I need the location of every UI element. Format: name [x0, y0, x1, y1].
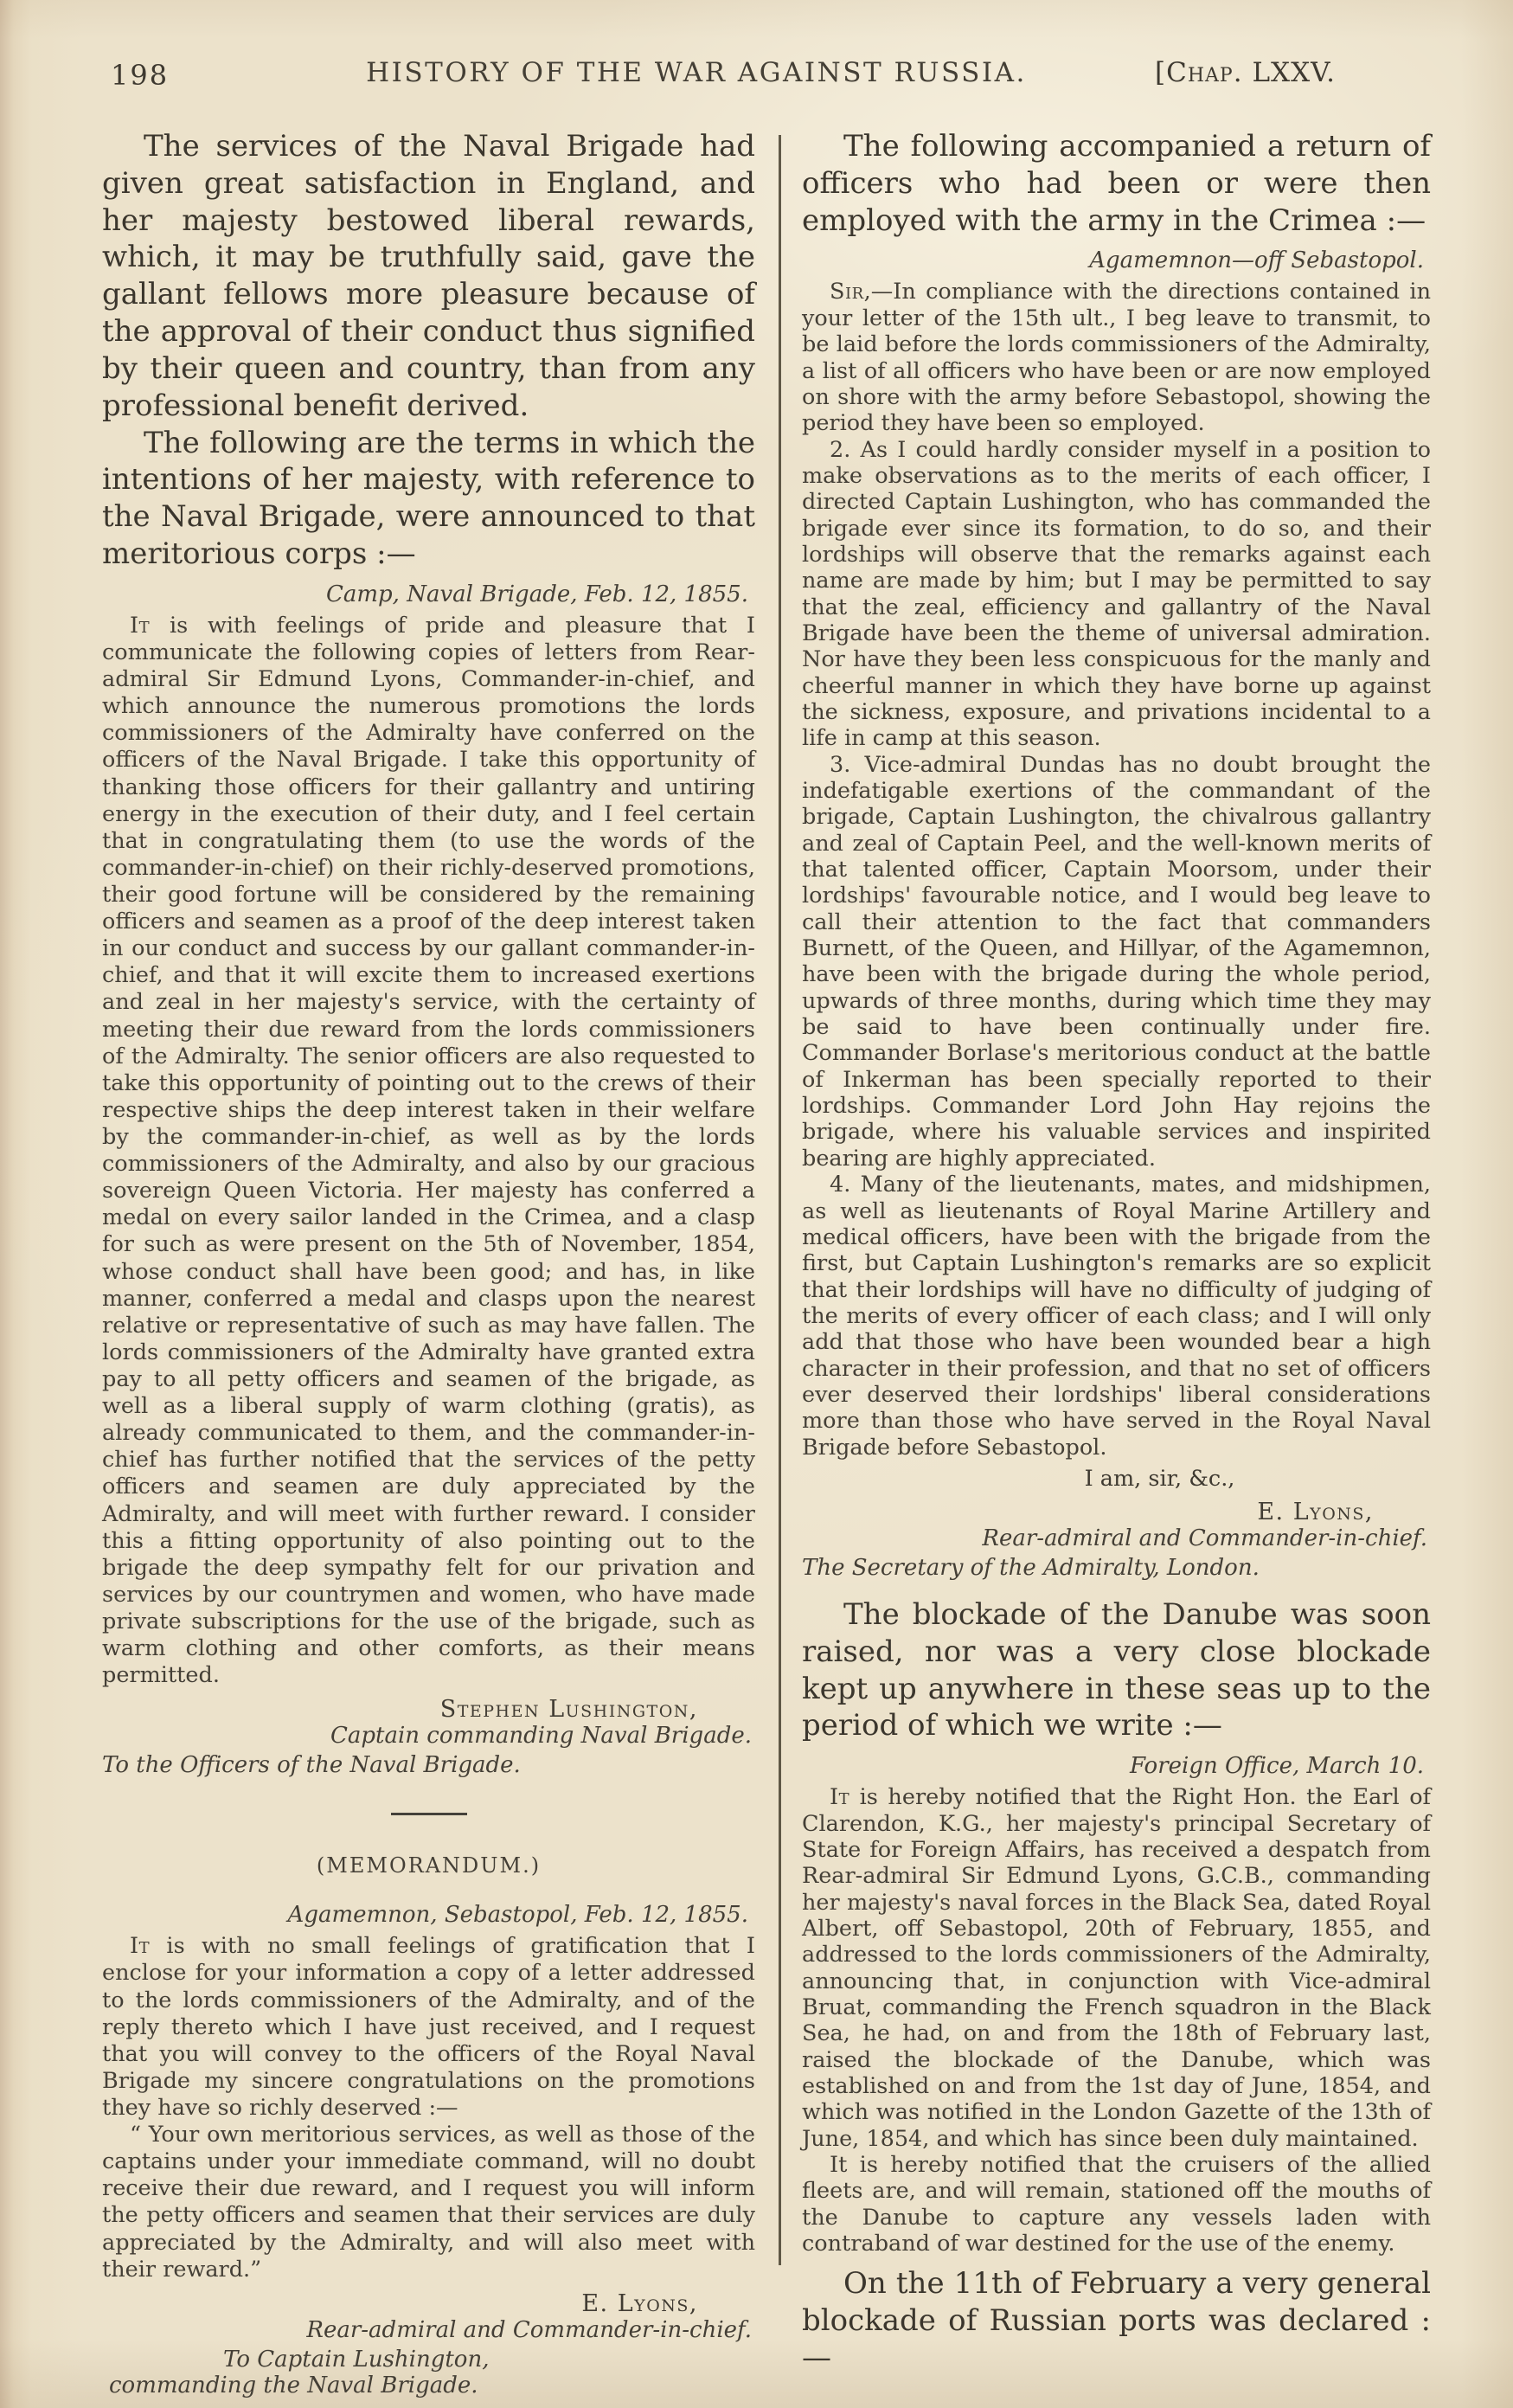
- paragraph-blockade-declared: On the 11th of February a very general blockade of Russian ports was declared :—: [802, 2266, 1431, 2376]
- section-divider-rule: [391, 1813, 467, 1815]
- notice-paragraph-2: It is hereby notified that the cruisers of the allied fleets are, and will remain, stationed off the mouths of the Danube to capture any vessels laden with contraband of war destined for the use of the enemy.: [802, 2152, 1431, 2257]
- paragraph-blockade-danube: The blockade of the Danube was soon raised, nor was a very close blockade kept up anywhere in these seas up to the period of which we write :—: [802, 1596, 1431, 1743]
- running-title: HISTORY OF THE WAR AGAINST RUSSIA.: [366, 57, 1027, 88]
- letter-officers-signature-role: Rear-admiral and Commander-in-chief.: [982, 1525, 1427, 1551]
- column-divider-rule: [779, 135, 781, 2265]
- memorandum-quote: “ Your own meritorious services, as well as those of the captains under your immediate command, will no doubt receive their due reward, and I request you will inform the petty officers and seamen that their services are duly appreciated by the Admiralty, and will also meet with their reward.”: [102, 2122, 755, 2283]
- letter-camp-signature: Stephen Lushington,: [439, 1696, 698, 1724]
- letter-officers-dateline: Agamemnon—off Sebastopol.: [1089, 247, 1424, 274]
- left-column: [102, 128, 755, 2398]
- notice-lead-word: It: [830, 1784, 850, 1811]
- memorandum-signature: E. Lyons,: [581, 2289, 698, 2317]
- letter-officers-addressee: The Secretary of the Admiralty, London.: [802, 1554, 1260, 1581]
- letter-officers-signature: E. Lyons,: [1257, 1498, 1374, 1525]
- memorandum-body-text: is with no small feelings of gratification that I enclose for your information a copy of a letter addressed to the lords commissioners of the Admiralty, and of the reply thereto which I have just received, and I request that you will convey to the officers of the Royal Naval Brigade my sincere congratulations on the promotions they have so richly deserved :—: [102, 1933, 755, 2121]
- letter-camp-lead-word: It: [130, 612, 151, 639]
- letter-camp-body-text: is with feelings of pride and pleasure that I communicate the following copies of letters from Rear-admiral Sir Edmund Lyons, Commander-in-chief, and which announce the numerous promotions the lords commissioners of the Admiralty have conferred on the officers of the Naval Brigade. I take this opportunity of thanking those officers for their gallantry and untiring energy in the execution of their duty, and I feel certain that in congratulating them (to use the words of the commander-in-chief) on their richly-deserved promotions, their good fortune will be considered by the remaining officers and seamen as a proof of the deep interest taken in our conduct and success by our gallant commander-in-chief, and that it will excite them to increased exertions and zeal in her majesty's service, with the certainty of meeting their due reward from the lords commissioners of the Admiralty. The senior officers are also requested to take this opportunity of pointing out to the crews of their respective ships the deep interest taken in their welfare by the commander-in-chief, as well as by the lords commissioners of the Admiralty, and also by our gracious sovereign Queen Victoria. Her majesty has conferred a medal on every sailor landed in the Crimea, and a clasp for such as were present on the 5th of November, 1854, whose conduct shall have been good; and has, in like manner, conferred a medal and clasps upon the nearest relative or representative of such as may have fallen. The lords commissioners of the Admiralty have granted extra pay to all petty officers and seamen of the brigade, as well as a liberal supply of warm clothing (gratis), as already communicated to them, and the commander-in-chief has further notified that the services of the petty officers and seamen are duly appreciated by the Admiralty, and will meet with further reward. I consider this a fitting opportunity of also pointing out to the brigade the deep sympathy felt for our privation and services by our countrymen and women, who have made private subscriptions for the use of the brigade, such as warm clothing and other comforts, as their means permitted.: [102, 612, 755, 1689]
- letter-camp-signature-role: Captain commanding Naval Brigade.: [330, 1723, 752, 1750]
- letter-camp-addressee: To the Officers of the Naval Brigade.: [102, 1752, 521, 1779]
- letter-camp-dateline: Camp, Naval Brigade, Feb. 12, 1855.: [325, 581, 748, 607]
- memorandum-signature-role: Rear-admiral and Commander-in-chief.: [306, 2316, 752, 2343]
- letter-camp-body: [102, 613, 755, 1689]
- paragraph-return-of-officers: The following accompanied a return of officers who had been or were then employed with the army in the Crimea :—: [802, 129, 1431, 238]
- letter-officers-body: [802, 279, 1431, 436]
- text-columns: [102, 128, 1431, 2398]
- chapter-reference: [Chap. LXXV.: [1155, 57, 1336, 88]
- memorandum-addressee-line2: commanding the Naval Brigade.: [109, 2372, 478, 2398]
- memorandum-addressee-line1: To Captain Lushington,: [223, 2346, 490, 2373]
- page-header: [102, 54, 1431, 99]
- letter-officers-lead-word: Sir: [830, 279, 864, 305]
- letter-officers-paragraph-4: 4. Many of the lieutenants, mates, and midshipmen, as well as lieutenants of Royal Marine Artillery and medical officers, have been with the brigade from the first, but Captain Lushington's remarks are so explicit that their lordships will have no difficulty of judging of the merits of every officer of each class; and I will only add that those who have been wounded bear a high character in their profession, and that no set of officers ever deserved their lordships' liberal considerations more than those who have served in the Royal Naval Brigade before Sebastopol.: [802, 1172, 1431, 1461]
- letter-officers-paragraph-2: 2. As I could hardly consider myself in a position to make observations as to the merits of each officer, I directed Captain Lushington, who has commanded the brigade ever since its formation, to do so, and their lordships will observe that the remarks against each name are made by him; but I may be permitted to say that the zeal, efficiency and gallantry of the Naval Brigade have been the theme of universal admiration. Nor have they been less conspicuous for the manly and cheerful manner in which they have borne up against the sickness, exposure, and privations incidental to a life in camp at this season.: [802, 436, 1431, 752]
- memorandum-lead-word: It: [130, 1933, 151, 1960]
- letter-officers-paragraph-3: 3. Vice-admiral Dundas has no doubt brought the indefatigable exertions of the commandant of the brigade, Captain Lushington, the chivalrous gallantry and zeal of Captain Peel, and the well-known merits of that talented officer, Captain Moorsom, under their lordships' favourable notice, and I would beg leave to call their attention to the fact that commanders Burnett, of the Queen, and Hillyar, of the Agamemnon, have been with the brigade during the whole period, upwards of three months, during which time they may be said to have been continually under fire. Commander Borlase's meritorious conduct at the battle of Inkerman has been specially reported to their lordships. Commander Lord John Hay rejoins the brigade, where his valuable services and inspirited bearing are highly appreciated.: [802, 751, 1431, 1172]
- memorandum-heading: (MEMORANDUM.): [316, 1853, 542, 1878]
- letter-officers-body-text: ,—In compliance with the directions contained in your letter of the 15th ult., I beg leave to transmit, to be laid before the lords commissioners of the Admiralty, a list of all officers who have been or are now employed on shore with the army before Sebastopol, showing the period they have been so employed.: [802, 279, 1431, 437]
- right-column: [802, 128, 1431, 2377]
- notice-body: [802, 1784, 1431, 2152]
- memorandum-body: [102, 1933, 755, 2122]
- notice-dateline: Foreign Office, March 10.: [1129, 1753, 1424, 1780]
- letter-officers-valediction: I am, sir, &c.,: [1084, 1465, 1235, 1492]
- paragraph-terms-announced: The following are the terms in which the intentions of her majesty, with reference to the Naval Brigade, were announced to that meritorious corps :—: [102, 425, 755, 572]
- memorandum-dateline: Agamemnon, Sebastopol, Feb. 12, 1855.: [287, 1902, 748, 1929]
- page-number: 198: [111, 59, 170, 92]
- paragraph-naval-brigade-services: The services of the Naval Brigade had given great satisfaction in England, and her majesty bestowed liberal rewards, which, it may be truthfully said, gave the gallant fellows more pleasure because of the approval of their conduct thus signified by their queen and country, than from any professional benefit derived.: [102, 129, 755, 423]
- notice-body-text: is hereby notified that the Right Hon. the Earl of Clarendon, K.G., her majesty's principal Secretary of State for Foreign Affairs, has received a despatch from Rear-admiral Sir Edmund Lyons, G.C.B., commanding her majesty's naval forces in the Black Sea, dated Royal Albert, off Sebastopol, 20th of February, 1855, and addressed to the lords commissioners of the Admiralty, announcing that, in conjunction with Vice-admiral Bruat, commanding the French squadron in the Black Sea, he had, on and from the 18th of February last, raised the blockade of the Danube, which was established on and from the 1st day of June, 1854, and which was notified in the London Gazette of the 13th of June, 1854, and which has since been duly maintained.: [802, 1784, 1431, 2152]
